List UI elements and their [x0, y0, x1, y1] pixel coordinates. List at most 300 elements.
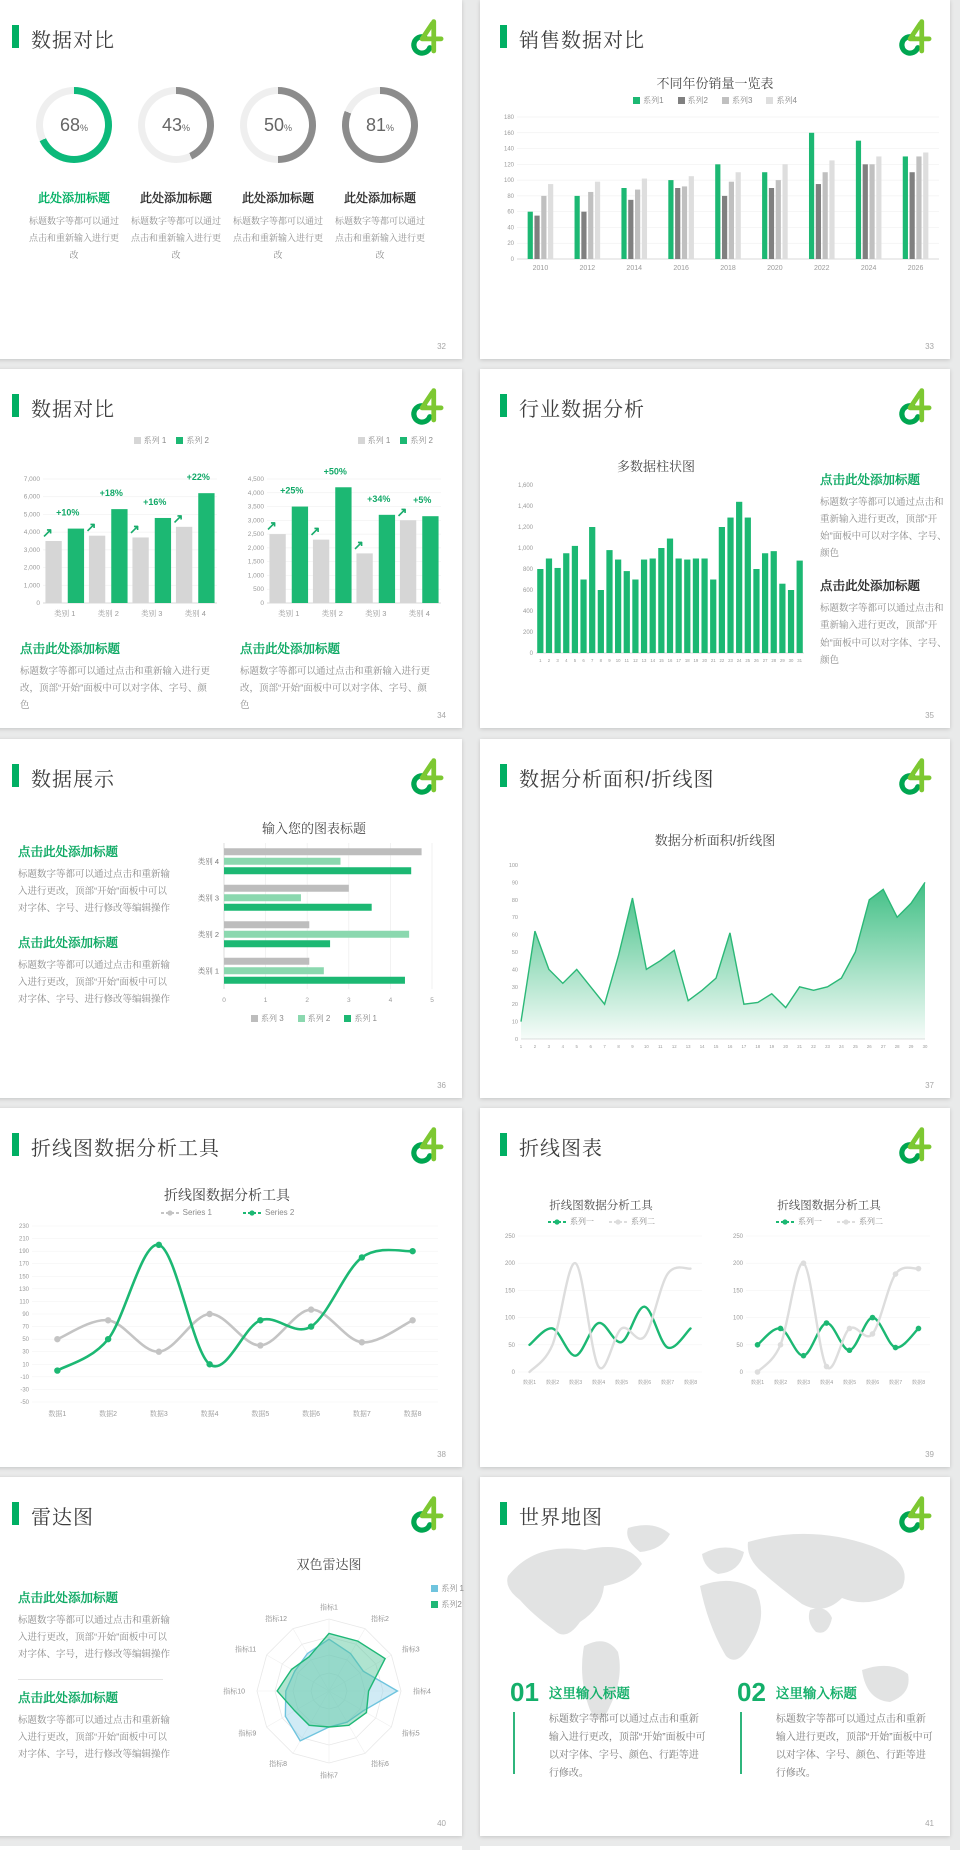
svg-text:类别 2: 类别 2	[197, 929, 219, 939]
svg-text:3,500: 3,500	[247, 503, 264, 511]
svg-text:29: 29	[908, 1044, 914, 1049]
svg-text:类别 4: 类别 4	[408, 609, 430, 618]
svg-text:数据4: 数据4	[591, 1380, 606, 1386]
svg-text:15: 15	[713, 1044, 719, 1049]
svg-text:2024: 2024	[860, 265, 877, 272]
svg-text:2: 2	[305, 997, 310, 1004]
svg-text:30: 30	[788, 658, 794, 663]
block-heading: 点击此处添加标题	[820, 579, 921, 594]
donut-value: 50	[263, 114, 284, 135]
svg-text:25: 25	[745, 658, 751, 663]
item-body: 标题数字等都可以通过点击和重新输入进行更改，顶部“开始”面板中可以对字体、字号、颜色、行距等进行修改。	[775, 1714, 933, 1779]
page-number: 32	[437, 342, 446, 351]
chart-legend	[431, 1583, 464, 1610]
stat-body: 标题数字等都可以通过点击和重新输入进行更改	[28, 216, 119, 261]
svg-text:10: 10	[615, 658, 621, 663]
next-row-slide-edge	[0, 1846, 462, 1850]
chart-title: 折线图数据分析工具	[164, 1187, 290, 1203]
stat-body: 标题数字等都可以通过点击和重新输入进行更改	[334, 216, 425, 261]
svg-text:100: 100	[732, 1315, 743, 1322]
svg-text:数据6: 数据6	[302, 1411, 321, 1418]
svg-text:类别 2: 类别 2	[97, 609, 119, 618]
svg-text:+34%: +34%	[367, 493, 391, 504]
svg-text:6,000: 6,000	[23, 493, 40, 501]
svg-text:22: 22	[811, 1044, 816, 1049]
legend-item: 系列 2	[298, 1013, 331, 1024]
chart-legend	[0, 1208, 454, 1217]
svg-text:类别 4: 类别 4	[184, 609, 206, 618]
slide-thumbnail-40[interactable]	[0, 1477, 462, 1836]
svg-text:10: 10	[511, 1019, 518, 1026]
svg-text:数据5: 数据5	[251, 1411, 270, 1418]
svg-text:10: 10	[22, 1362, 29, 1369]
svg-text:数据2: 数据2	[773, 1380, 788, 1386]
svg-text:1,000: 1,000	[247, 572, 264, 580]
svg-text:50: 50	[511, 950, 518, 956]
svg-text:150: 150	[732, 1288, 743, 1295]
svg-text:2,500: 2,500	[247, 531, 264, 539]
svg-text:70: 70	[22, 1324, 29, 1331]
svg-text:数据4: 数据4	[200, 1411, 219, 1418]
svg-text:类别 1: 类别 1	[197, 966, 219, 976]
svg-text:250: 250	[504, 1234, 515, 1240]
svg-text:数据6: 数据6	[637, 1380, 652, 1386]
svg-text:1,500: 1,500	[247, 558, 264, 566]
text-block	[18, 933, 170, 1008]
svg-text:↗: ↗	[41, 525, 53, 540]
svg-text:90: 90	[511, 880, 518, 887]
svg-text:数据8: 数据8	[683, 1380, 698, 1386]
legend-item: 系列2	[431, 1599, 461, 1610]
svg-text:3: 3	[547, 1044, 551, 1049]
title-accent-bar	[500, 25, 507, 48]
svg-text:90: 90	[22, 1312, 29, 1318]
svg-text:12: 12	[633, 658, 638, 663]
svg-text:2026: 2026	[907, 265, 924, 272]
svg-text:1,600: 1,600	[517, 483, 533, 489]
page-number: 41	[925, 1819, 934, 1828]
svg-text:30: 30	[511, 984, 518, 991]
svg-text:2022: 2022	[813, 265, 830, 272]
compare-bar-chart-right	[235, 449, 443, 619]
svg-text:5: 5	[575, 1044, 578, 1049]
brand-logo-icon	[410, 18, 448, 58]
svg-text:↗: ↗	[396, 504, 408, 520]
svg-text:4,000: 4,000	[23, 529, 40, 537]
svg-text:指标9: 指标9	[238, 1730, 257, 1738]
svg-text:14: 14	[699, 1044, 705, 1049]
legend-item: 系列3	[722, 95, 752, 106]
stat-body: 标题数字等都可以通过点击和重新输入进行更改	[232, 216, 323, 261]
svg-text:27: 27	[762, 658, 768, 663]
svg-text:13: 13	[641, 658, 647, 663]
svg-text:210: 210	[18, 1236, 29, 1243]
svg-text:800: 800	[522, 567, 533, 573]
block-heading: 点击此处添加标题	[18, 845, 119, 859]
block-heading: 点击此处添加标题	[18, 1691, 119, 1706]
svg-text:21: 21	[797, 1044, 803, 1049]
chart-title: 输入您的图表标题	[261, 821, 366, 836]
industry-bar-chart	[506, 477, 806, 665]
block-body: 标题数字等都可以通过点击和重新输入进行更改，顶部“开始”面板中可以对字体、字号，进行修改等编辑操作	[18, 1715, 171, 1761]
brand-logo-icon	[898, 18, 936, 58]
legend-item: 系列二	[836, 1216, 883, 1227]
svg-text:指标5: 指标5	[401, 1730, 420, 1738]
svg-text:130: 130	[18, 1286, 29, 1293]
chart-title: 多数据柱状图	[616, 459, 695, 474]
svg-text:数据3: 数据3	[149, 1411, 168, 1418]
svg-text:4,000: 4,000	[247, 489, 264, 497]
donut-stat	[329, 87, 431, 264]
svg-text:170: 170	[18, 1261, 29, 1268]
svg-text:数据2: 数据2	[545, 1380, 560, 1386]
svg-text:9: 9	[631, 1044, 634, 1049]
svg-text:数据7: 数据7	[660, 1380, 675, 1386]
donut-stat-row	[0, 53, 462, 264]
svg-text:2014: 2014	[626, 265, 643, 272]
stat-heading: 此处添加标题	[37, 191, 110, 205]
radar-chart	[190, 1575, 468, 1801]
donut-stat	[227, 87, 329, 264]
svg-text:8: 8	[599, 658, 603, 663]
svg-text:10: 10	[643, 1044, 649, 1049]
donut-stat	[125, 87, 227, 264]
svg-text:3,000: 3,000	[23, 546, 40, 554]
svg-text:15: 15	[658, 658, 664, 663]
svg-text:数据8: 数据8	[403, 1411, 422, 1418]
svg-text:指标4: 指标4	[413, 1688, 431, 1696]
svg-text:指标12: 指标12	[265, 1615, 287, 1623]
item-number: 01	[510, 1677, 539, 1707]
svg-text:60: 60	[507, 209, 514, 216]
legend-item: 系列1	[633, 95, 663, 106]
svg-text:3,000: 3,000	[247, 517, 264, 525]
divider	[18, 1679, 163, 1680]
legend-item: 系列2	[678, 95, 708, 106]
block-heading: 点击此处添加标题	[18, 1591, 119, 1605]
svg-text:22: 22	[719, 658, 725, 663]
slide-thumbnail-37[interactable]	[480, 739, 950, 1098]
svg-text:13: 13	[685, 1044, 691, 1049]
slide-thumbnail-34[interactable]	[0, 369, 462, 728]
block-heading: 点击此处添加标题	[240, 642, 341, 656]
item-number: 02	[737, 1677, 766, 1707]
svg-text:19: 19	[769, 1044, 775, 1049]
brand-logo-icon	[410, 1126, 448, 1166]
legend-item: 系列 1	[344, 1013, 377, 1024]
svg-text:150: 150	[18, 1274, 29, 1281]
svg-text:指标6: 指标6	[371, 1761, 389, 1769]
svg-text:类别 3: 类别 3	[197, 893, 219, 903]
slide-thumbnail-36[interactable]	[0, 739, 462, 1098]
donut-stat	[23, 87, 125, 264]
slide-thumbnail-35[interactable]	[480, 369, 950, 728]
svg-text:20: 20	[511, 1002, 518, 1009]
slide-title: 数据对比	[31, 30, 115, 52]
mini-chart-panel	[720, 1171, 938, 1386]
block-body: 标题数字等都可以通过点击和重新输入进行更改，顶部“开始”面板中可以对字体、字号，进行修改等编辑操作	[18, 1615, 171, 1661]
svg-text:40: 40	[507, 225, 514, 232]
svg-text:数据7: 数据7	[888, 1380, 903, 1386]
title-accent-bar	[12, 25, 19, 48]
svg-text:↗: ↗	[172, 510, 184, 526]
svg-text:↗: ↗	[85, 519, 97, 535]
stat-heading: 此处添加标题	[241, 191, 314, 205]
svg-text:27: 27	[880, 1044, 886, 1049]
block-body: 标题数字等都可以通过点击和重新输入进行更改，顶部“开始”面板中可以对字体、字号、颜色	[820, 603, 947, 666]
svg-text:0: 0	[739, 1370, 743, 1376]
svg-text:14: 14	[650, 658, 656, 663]
block-body: 标题数字等都可以通过点击和重新输入进行更改，顶部“开始”面板中可以对字体、字号、进行修改等编辑操作	[18, 869, 171, 915]
svg-text:26: 26	[754, 658, 759, 663]
svg-text:类别 3: 类别 3	[365, 609, 387, 618]
svg-text:24: 24	[736, 658, 742, 663]
svg-text:0: 0	[222, 997, 226, 1004]
svg-text:16: 16	[727, 1044, 733, 1049]
brand-logo-icon	[898, 387, 936, 427]
slide-title: 行业数据分析	[519, 399, 645, 421]
svg-text:数据3: 数据3	[568, 1380, 583, 1386]
svg-text:6: 6	[582, 658, 585, 663]
svg-text:+25%: +25%	[280, 485, 304, 496]
svg-text:类别 3: 类别 3	[141, 609, 163, 618]
svg-text:指标11: 指标11	[234, 1646, 257, 1654]
svg-text:0: 0	[529, 651, 533, 657]
area-line-chart	[497, 859, 933, 1051]
svg-text:↗: ↗	[128, 521, 140, 537]
legend-item: 系列一	[775, 1216, 822, 1227]
page-number: 40	[437, 1819, 446, 1828]
item-heading: 这里输入标题	[548, 1686, 630, 1701]
svg-text:↗: ↗	[309, 523, 321, 539]
svg-text:2: 2	[533, 1044, 537, 1049]
title-accent-bar	[12, 1502, 19, 1525]
svg-text:3: 3	[556, 658, 559, 663]
line-chart-markers	[720, 1230, 938, 1386]
svg-text:120: 120	[503, 162, 514, 169]
block-heading: 点击此处添加标题	[18, 936, 119, 951]
svg-text:数据1: 数据1	[48, 1411, 67, 1418]
svg-text:指标10: 指标10	[223, 1688, 245, 1696]
svg-text:40: 40	[511, 967, 518, 974]
svg-text:7,000: 7,000	[23, 476, 40, 483]
svg-text:-30: -30	[20, 1387, 29, 1394]
svg-text:数据4: 数据4	[819, 1380, 834, 1386]
text-block	[820, 470, 952, 562]
svg-text:200: 200	[522, 630, 533, 636]
chart-title: 折线图数据分析工具	[549, 1200, 653, 1212]
svg-text:20: 20	[702, 658, 707, 663]
svg-text:↗: ↗	[265, 518, 277, 534]
svg-text:指标1: 指标1	[320, 1604, 338, 1612]
slide-thumbnail-33[interactable]	[480, 0, 950, 359]
svg-text:28: 28	[771, 658, 777, 663]
svg-text:0: 0	[514, 1037, 518, 1043]
svg-text:2016: 2016	[673, 265, 689, 272]
legend-item: 系列 1	[358, 435, 391, 446]
donut-value: 43	[161, 114, 182, 135]
brand-logo-icon	[410, 1495, 448, 1535]
svg-text:160: 160	[503, 130, 514, 137]
svg-text:20: 20	[507, 241, 514, 248]
slide-title: 数据对比	[31, 399, 115, 421]
svg-text:指标8: 指标8	[269, 1761, 287, 1769]
page-number: 37	[925, 1081, 934, 1090]
svg-text:数据5: 数据5	[614, 1380, 629, 1386]
svg-text:180: 180	[503, 115, 514, 121]
slide-thumbnail-32[interactable]	[0, 0, 462, 359]
svg-text:140: 140	[503, 146, 514, 153]
svg-text:1: 1	[539, 658, 542, 663]
svg-text:70: 70	[511, 915, 518, 922]
legend-item: 系列 1	[431, 1583, 464, 1594]
brand-logo-icon	[898, 757, 936, 797]
legend-item: 系列 1	[134, 435, 167, 446]
svg-text:100: 100	[504, 1315, 515, 1322]
svg-text:230: 230	[18, 1224, 29, 1230]
item-body: 标题数字等都可以通过点击和重新输入进行更改，顶部“开始”面板中可以对字体、字号、颜色、行距等进行修改。	[548, 1714, 706, 1779]
legend-item: 系列 3	[251, 1013, 284, 1024]
svg-text:类别 4: 类别 4	[197, 856, 219, 866]
legend-item: 系列一	[547, 1216, 594, 1227]
page-number: 38	[437, 1450, 446, 1459]
svg-text:数据8: 数据8	[911, 1380, 926, 1386]
svg-text:1,000: 1,000	[517, 546, 533, 552]
svg-text:类别 1: 类别 1	[54, 609, 76, 618]
block-body: 标题数字等都可以通过点击和重新输入进行更改，顶部“开始”面板中可以对字体、字号、颜色	[820, 497, 947, 560]
svg-text:+10%: +10%	[56, 507, 80, 518]
svg-text:+5%: +5%	[413, 495, 432, 506]
page-number: 33	[925, 342, 934, 351]
chart-legend	[775, 1216, 883, 1227]
legend-item: 系列二	[608, 1216, 655, 1227]
text-block	[18, 842, 170, 917]
donut-chart: 68 %	[36, 87, 112, 163]
svg-text:7: 7	[603, 1044, 606, 1049]
svg-text:26: 26	[866, 1044, 872, 1049]
slide-title: 雷达图	[31, 1507, 94, 1529]
svg-text:20: 20	[783, 1044, 789, 1049]
next-row-slide-edge	[480, 1846, 950, 1850]
svg-text:4: 4	[561, 1044, 564, 1049]
svg-text:+50%: +50%	[323, 466, 347, 477]
svg-text:-50: -50	[20, 1400, 29, 1406]
numbered-item	[737, 1679, 934, 1783]
page-number: 34	[437, 711, 446, 720]
chart-legend	[11, 435, 219, 446]
compare-bar-chart-left	[11, 449, 219, 619]
slide-title: 销售数据对比	[519, 30, 645, 52]
svg-text:50: 50	[736, 1342, 743, 1349]
svg-text:1: 1	[263, 997, 268, 1004]
svg-text:2020: 2020	[767, 265, 783, 272]
svg-text:25: 25	[852, 1044, 858, 1049]
block-body: 标题数字等都可以通过点击和重新输入进行更改，顶部“开始”面板中可以对字体、字号、颜色	[20, 666, 211, 712]
brand-logo-icon	[410, 387, 448, 427]
stat-heading: 此处添加标题	[139, 191, 212, 205]
text-block	[18, 1588, 176, 1663]
svg-text:0: 0	[510, 257, 514, 263]
text-block	[18, 1688, 176, 1763]
svg-text:500: 500	[253, 586, 264, 594]
legend-item: 系列 2	[400, 435, 433, 446]
item-accent-line	[513, 1712, 515, 1774]
donut-value: 68	[59, 114, 80, 135]
svg-text:18: 18	[684, 658, 690, 663]
svg-text:80: 80	[507, 193, 514, 200]
svg-text:1: 1	[519, 1044, 523, 1049]
svg-text:6: 6	[589, 1044, 592, 1049]
svg-text:30: 30	[22, 1349, 29, 1356]
donut-chart: 50 %	[240, 87, 316, 163]
svg-text:30: 30	[922, 1044, 928, 1049]
svg-text:数据6: 数据6	[865, 1380, 880, 1386]
slide-thumbnail-41[interactable]	[480, 1477, 950, 1836]
svg-text:60: 60	[511, 932, 518, 939]
stat-body: 标题数字等都可以通过点击和重新输入进行更改	[130, 216, 221, 261]
svg-text:200: 200	[732, 1261, 743, 1268]
svg-text:31: 31	[797, 658, 803, 663]
chart-legend	[488, 95, 942, 106]
numbered-item	[510, 1679, 707, 1783]
svg-text:↗: ↗	[352, 537, 364, 553]
horizontal-bar-chart	[186, 839, 442, 1005]
svg-text:数据2: 数据2	[99, 1411, 118, 1418]
svg-text:50: 50	[22, 1337, 29, 1344]
svg-text:2: 2	[547, 658, 551, 663]
svg-text:29: 29	[779, 658, 785, 663]
svg-text:数据5: 数据5	[842, 1380, 857, 1386]
donut-value: 81	[365, 114, 386, 135]
legend-item: 系列 2	[176, 435, 209, 446]
line-chart-smooth	[492, 1230, 710, 1386]
svg-text:11: 11	[658, 1044, 663, 1049]
donut-chart: 43 %	[138, 87, 214, 163]
svg-text:数据1: 数据1	[522, 1380, 537, 1386]
chart-title: 折线图数据分析工具	[777, 1200, 881, 1212]
svg-text:23: 23	[825, 1044, 830, 1049]
svg-text:2018: 2018	[720, 265, 736, 272]
page-number: 36	[437, 1081, 446, 1090]
svg-text:5: 5	[430, 997, 434, 1004]
svg-text:-10: -10	[20, 1374, 29, 1381]
svg-text:+22%: +22%	[186, 472, 210, 483]
svg-text:+16%: +16%	[143, 496, 167, 507]
svg-text:250: 250	[732, 1234, 743, 1240]
item-accent-line	[740, 1712, 742, 1774]
slide-title: 折线图数据分析工具	[31, 1138, 220, 1160]
slide-thumbnail-38[interactable]	[0, 1108, 462, 1467]
svg-text:80: 80	[511, 897, 518, 904]
text-block	[820, 576, 952, 668]
slide-title: 数据分析面积/折线图	[519, 769, 715, 791]
svg-text:7: 7	[590, 658, 594, 663]
svg-text:21: 21	[710, 658, 716, 663]
slide-thumbnail-39[interactable]	[480, 1108, 950, 1467]
svg-text:4: 4	[388, 997, 393, 1004]
title-accent-bar	[12, 394, 19, 417]
svg-text:0: 0	[36, 600, 40, 607]
svg-text:0: 0	[260, 600, 264, 607]
svg-text:400: 400	[522, 609, 533, 615]
stat-heading: 此处添加标题	[343, 191, 416, 205]
svg-text:600: 600	[522, 588, 533, 594]
block-body: 标题数字等都可以通过点击和重新输入进行更改，顶部“开始”面板中可以对字体、字号、进行修改等编辑操作	[18, 960, 171, 1006]
chart-legend	[547, 1216, 655, 1227]
svg-text:9: 9	[608, 658, 611, 663]
title-accent-bar	[500, 394, 507, 417]
svg-text:指标3: 指标3	[401, 1646, 420, 1654]
